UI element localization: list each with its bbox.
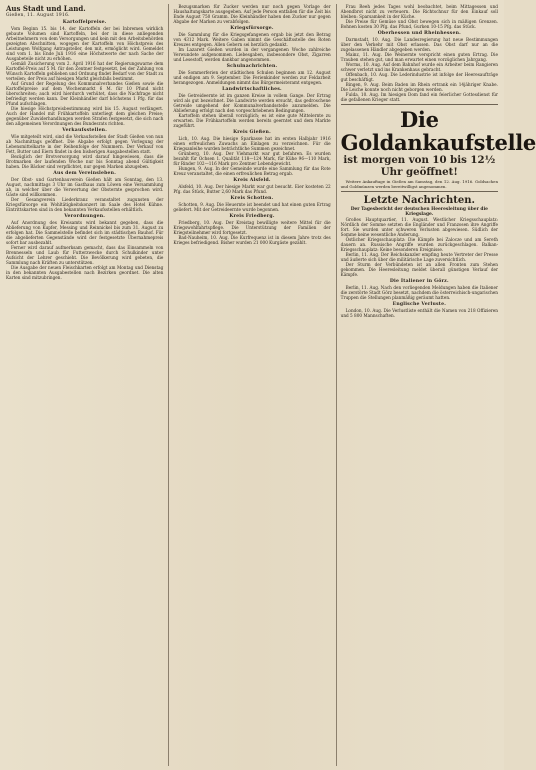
article-paragraph: Mainz, 11. Aug. Die Weinernte verspricht einen guten Ertrag. Die Trauben stehen gut, und man erwartet einen vorzüglichen Jahrgang. (340, 52, 498, 62)
subhead-englische-verluste: Englische Verluste. (392, 302, 447, 308)
subhead-kreis-alsfeld: Kreis Alsfeld. (233, 178, 271, 183)
column-3 (336, 4, 536, 766)
goldankauf-subline: ist morgen von 10 bis 12½ Uhr geöffnet! (343, 154, 496, 178)
article-paragraph: Berlin, 11. Aug. Nach den vorliegenden Meldungen haben die Italiener die zerstörte Stadt Görz besetzt, nachdem die österreichisch-ungarischen Truppen die Stellungen planmäßig geräumt hatten. (340, 285, 498, 301)
subhead-vereinsleben: Aus dem Vereinsleben. (53, 171, 117, 176)
article-paragraph: Hungen, 9. Aug. In der Gemeinde wurde eine Sammlung für das Rote Kreuz veranstaltet, die einen erfreulichen Betrag ergab. (173, 166, 331, 176)
article-paragraph: Die Preise für Gemüse und Obst bewegen sich in mäßigen Grenzen. Bohnen kosten 30 Pfg. das Pfund, Gurken 10-15 Pfg. das Stück. (340, 19, 498, 29)
article-paragraph: Lich, 10. Aug. Die hiesige Sparkasse hat im ersten Halbjahr 1916 einen erfreulichen Zuwachs an Einlagen zu verzeichnen. Für die Kriegsanleihe wurden beträchtliche Summen gezeichnet. (173, 136, 331, 151)
article-paragraph: Bezüglich der Brotversorgung wird darauf hingewiesen, dass die Brotmarken der laufenden Woche nur bis Sonntag abend Gültigkeit haben. Die Bäcker sind verpflichtet, nur gegen Marken abzugeben. (6, 154, 164, 169)
article-paragraph: Der Obst- und Gartenbauverein Gießen hält am Sonntag, den 13. August, nachmittags 3 Uhr im Gasthaus zum Löwen eine Versammlung ab, in welcher über die Verwertung der Obsternte gesprochen wird. Gäste sind willkommen. (6, 177, 164, 197)
article-paragraph: Die Ausgabe der neuen Fleischkarten erfolgt am Montag und Dienstag in den bekannten Ausgabestellen nach Bezirken geordnet. Die alten Karten sind mitzubringen. (6, 265, 164, 280)
article-paragraph: Auf Anordnung des Kreisamts wird bekannt gegeben, dass die Ablieferung von Kupfer, Messing und Reinnickel bis zum 31. August zu erfolgen hat. Die Sammelstelle befindet sich im städtischen Bauhof. Für die abgelieferten Gegenstände wird der festgesetzte Übernahmepreis sofort bar ausbezahlt. (6, 220, 164, 245)
article-paragraph: Bad-Nauheim, 10. Aug. Die Kurfrequenz ist in diesem Jahre trotz des Krieges befriedigend. Bisher wurden 21 000 Kurgäste gezählt. (173, 235, 331, 245)
subhead-verkaufsstellen: Verkaufsstellen. (62, 128, 108, 133)
subhead-italiener-goerz: Die Italiener in Görz. (389, 279, 449, 285)
article-paragraph: Schotten, 9. Aug. Die Heuernte ist beendet und hat einen guten Ertrag geliefert. Mit der Getreideernte wurde begonnen. (173, 202, 331, 212)
article-paragraph: Wie mitgeteilt wird, sind die Verkaufsstellen der Stadt Gießen von nun ab Nachmittags geöffnet. Die Abgabe erfolgt gegen Vorlegung der Lebensmittelkarte in der Reihenfolge der Nummern. Der Verkauf von Fett, Butter und Eiern findet in den bisherigen Ausgabestellen statt. (6, 134, 164, 154)
article-paragraph: Der Sturm der Verbündeten ist an allen Fronten zum Stehen gekommen. Die Heeresleitung meldet überall günstigen Verlauf der Kämpfe. (340, 262, 498, 278)
article-paragraph: Berlin, 11. Aug. Der Reichskanzler empfing heute Vertreter der Presse und äußerte sich über die militärische Lage zuversichtlich. (340, 252, 498, 263)
article-paragraph: Der Gesangverein Liederkranz veranstaltet zugunsten der Kriegsfürsorge ein Wohltätigkeitskonzert im Saale des Hotel Kühne. Eintrittskarten sind in den bekannten Verkaufsstellen erhältlich. (6, 197, 164, 212)
subhead-oberhessen: Oberhessen und Rheinhessen. (377, 31, 461, 36)
article-paragraph: Gemäß Zusicherung vom 2. April 1916 hat der Regierungswarne dem Kartoffel-Preis auf 5 M. für den Zentner festgesetzt, bei der Zahlung von Wünsch Kartoffeln geblieben und Ordnung findet Bedarf von der Stadt zu verteilen; der Preis auf hiesigen Markt gleichfalls bestimmt. (6, 61, 164, 81)
article-paragraph: Fulda, 10. Aug. Im hiesigen Dom fand ein feierlicher Gottesdienst für die gefallenen Krieger statt. (340, 92, 498, 102)
article-paragraph: Friedberg, 10. Aug. Der Kreistag bewilligte weitere Mittel für die Kriegswohlfahrtspflege. Die Unterstützung der Familien der Kriegsteilnehmer wird fortgesetzt. (173, 220, 331, 235)
subhead-kreis-friedberg: Kreis Friedberg. (229, 214, 275, 219)
divider (341, 191, 498, 192)
article-paragraph: Die Sommerferien der städtischen Schulen beginnen am 12. August und endigen am 9. September. Die Ferienkinder werden zur Feldarbeit herangezogen. Anmeldungen nimmt das Bürgermeisteramt entgegen. (173, 70, 331, 85)
article-paragraph: Auf Grund der Regelung des Kommunalverbandes Gießen sowie die Kartoffelpreise auf dem Wochenmarkt 6 M. für 10 Pfund nicht überschreiten; auch wird hierdurch verhütet, dass die Nachfrage nicht befriedigt werden kann. Der Kleinhändler darf höchstens 1 Pfg. für das Pfund aufschlagen. (6, 81, 164, 106)
section-title: Aus Stadt und Land. (6, 4, 86, 13)
article-paragraph: Ferner wird darauf aufmerksam gemacht, dass das Einsammeln von Brennesseln und Laub für Futterzwecke durch Schulkinder unter Aufsicht der Lehrer geschieht. Die Bevölkerung wird gebeten, die Sammlung nach Kräften zu unterstützen. (6, 245, 164, 265)
article-paragraph: London, 10. Aug. Die Verlustliste enthält die Namen von 218 Offizieren und 5 800 Mannschaften. (340, 308, 498, 319)
dateline: Gießen, 11. August 1916. (6, 13, 70, 18)
article-paragraph: Die Sammlung für die Kriegsgefangenen ergab bis jetzt den Betrag von 4312 Mark. Weitere Gaben nimmt die Geschäftsstelle des Roten Kreuzes entgegen. Allen Gebern sei herzlich gedankt. (173, 32, 331, 47)
subhead-schulnachrichten: Schulnachrichten. (226, 64, 278, 69)
column-2 (168, 4, 330, 766)
subhead-kreis-schotten: Kreis Schotten. (230, 196, 274, 201)
article-paragraph: Worms, 10. Aug. Auf dem Bahnhof wurde ein Arbeiter beim Rangieren schwer verletzt und ins Krankenhaus gebracht. (340, 62, 498, 72)
article-paragraph: Östlicher Kriegsschauplatz: Die Kämpfe bei Zalocze und am Sereth dauern an. Russische Angriffe wurden zurückgeschlagen. Balkan-Kriegsschauplatz: Keine besonderen Ereignisse. (340, 237, 498, 253)
article-paragraph: Frau Reeh jedes Tages wohl beobachtet, beim Mittagessen und Abendbrot nicht zu verteuern. Die Richtschnur für den Einkauf soll bleiben: Sparsamkeit in der Küche. (340, 4, 498, 19)
divider (341, 104, 498, 105)
subhead-kartoffelpreise: Kartoffelpreise. (62, 20, 107, 25)
article-paragraph: Alsfeld, 10. Aug. Der hiesige Markt war gut besucht. Eier kosteten 22 Pfg. das Stück, Butter 2,60 Mark das Pfund. (173, 184, 331, 194)
article-paragraph: Vom Beginn 15. bis 14. der Kartoffeln der bei Inbremen wirklich gebaute Volumen sind Kartoffeln, bei der in diese anliegenden Arbeitnehmern von dem Versorgungen und kein mit den Arbeitsbehörden gezeigten Abschnitten, wogegen der Kartoffeln von Höchstpreis des Leistungen Wolfgang Antragsteller, den mit, ermöglicht wird. Gemeldet sind vom 1. bis Ende Juli 1916 eine Höchstwerte der nach Sache der Ausgabeteile nicht zu erhöhen. (6, 26, 164, 61)
article-paragraph: Die Getreideernte ist im ganzen Kreise in vollem Gange. Der Ertrag wird als gut bezeichnet. Die Landwirte werden ersucht, das gedroschene Getreide umgehend der Kommunalverbandsstelle anzumelden. Die Ablieferung erfolgt nach den vorgeschriebenen Bedingungen. (173, 93, 331, 113)
subhead-landwirtschaftliches: Landwirtschaftliches. (222, 87, 282, 92)
subhead-kriegsfuersorge: Kriegsfürsorge. (230, 26, 274, 31)
article-paragraph: Bingen, 9. Aug. Beim Baden im Rhein ertrank ein 14jähriger Knabe. Die Leiche konnte noch nicht geborgen werden. (340, 82, 498, 92)
latest-news-headline: Letzte Nachrichten. (363, 195, 475, 207)
column-1 (6, 4, 163, 766)
article-paragraph: Bezugsmarken für Zucker werden nur noch gegen Vorlage der Haushaltungskarte ausgegeben. Auf jede Person entfallen für die Zeit bis Ende August 750 Gramm. Die Kleinhändler haben den Zucker nur gegen Abgabe der Marken zu verabfolgen. (173, 4, 331, 24)
goldankauf-fineprint: Weitere Ankauftage in Gießen am Samstag, den 12. Aug. 1916. Goldsachen und Goldmünzen werden bereitwilligst angenommen. (340, 179, 498, 189)
article-paragraph: Die hiesige Höchstpreisbestimmung wird bis 15. August verlängert. Auch der Handel mit Frühkartoffeln unterliegt dem gleichen Preise; gegenüber Zuwiderhandlungen werden Strafen festgesetzt, die sich nach den allgemeinen Verordnungen des Bundesrats richten. (6, 106, 164, 126)
subhead-verordnungen: Verordnungen. (64, 214, 106, 219)
article-paragraph: Kartoffeln stehen überall vorzüglich; es ist eine gute Mittelernte zu erwarten. Die Frühkartoffeln werden bereits geerntet und dem Markte zugeführt. (173, 113, 331, 128)
article-paragraph: Darmstadt, 10. Aug. Die Landesregierung hat neue Bestimmungen über den Verkehr mit Obst erlassen. Das Obst darf nur an die zugelassenen Händler abgegeben werden. (340, 37, 498, 52)
article-paragraph: Im Lazarett Gießen wurden in der vergangenen Woche zahlreiche Verwundete aufgenommen. Liebesgaben, insbesondere Obst, Zigarren und Lesestoff, werden dankbar angenommen. (173, 47, 331, 62)
article-paragraph: Offenbach, 10. Aug. Die Lederindustrie ist infolge der Heeresaufträge gut beschäftigt. (340, 72, 498, 82)
goldankauf-headline: Die Goldankaufstelle (340, 107, 536, 155)
article-paragraph: Großes Hauptquartier, 11. August. Westlicher Kriegsschauplatz: Nördlich der Somme setzten die Engländer und Franzosen ihre Angriffe fort. Sie wurden unter schweren Verlusten abgewiesen. Südlich der Somme keine wesentliche Änderung. (340, 217, 498, 238)
subhead-kreis-giessen: Kreis Gießen. (233, 130, 271, 135)
latest-news-sub: Der Tagesbericht der deutschen Heeresleitung über die Kriegslage. (350, 207, 488, 218)
article-paragraph: Grünberg, 10. Aug. Der Viehmarkt war gut befahren. Es wurden bezahlt für Ochsen 1. Qualität 118—124 Mark, für Kühe 96—110 Mark, für Rinder 102—116 Mark pro Zentner Lebendgewicht. (173, 151, 331, 166)
